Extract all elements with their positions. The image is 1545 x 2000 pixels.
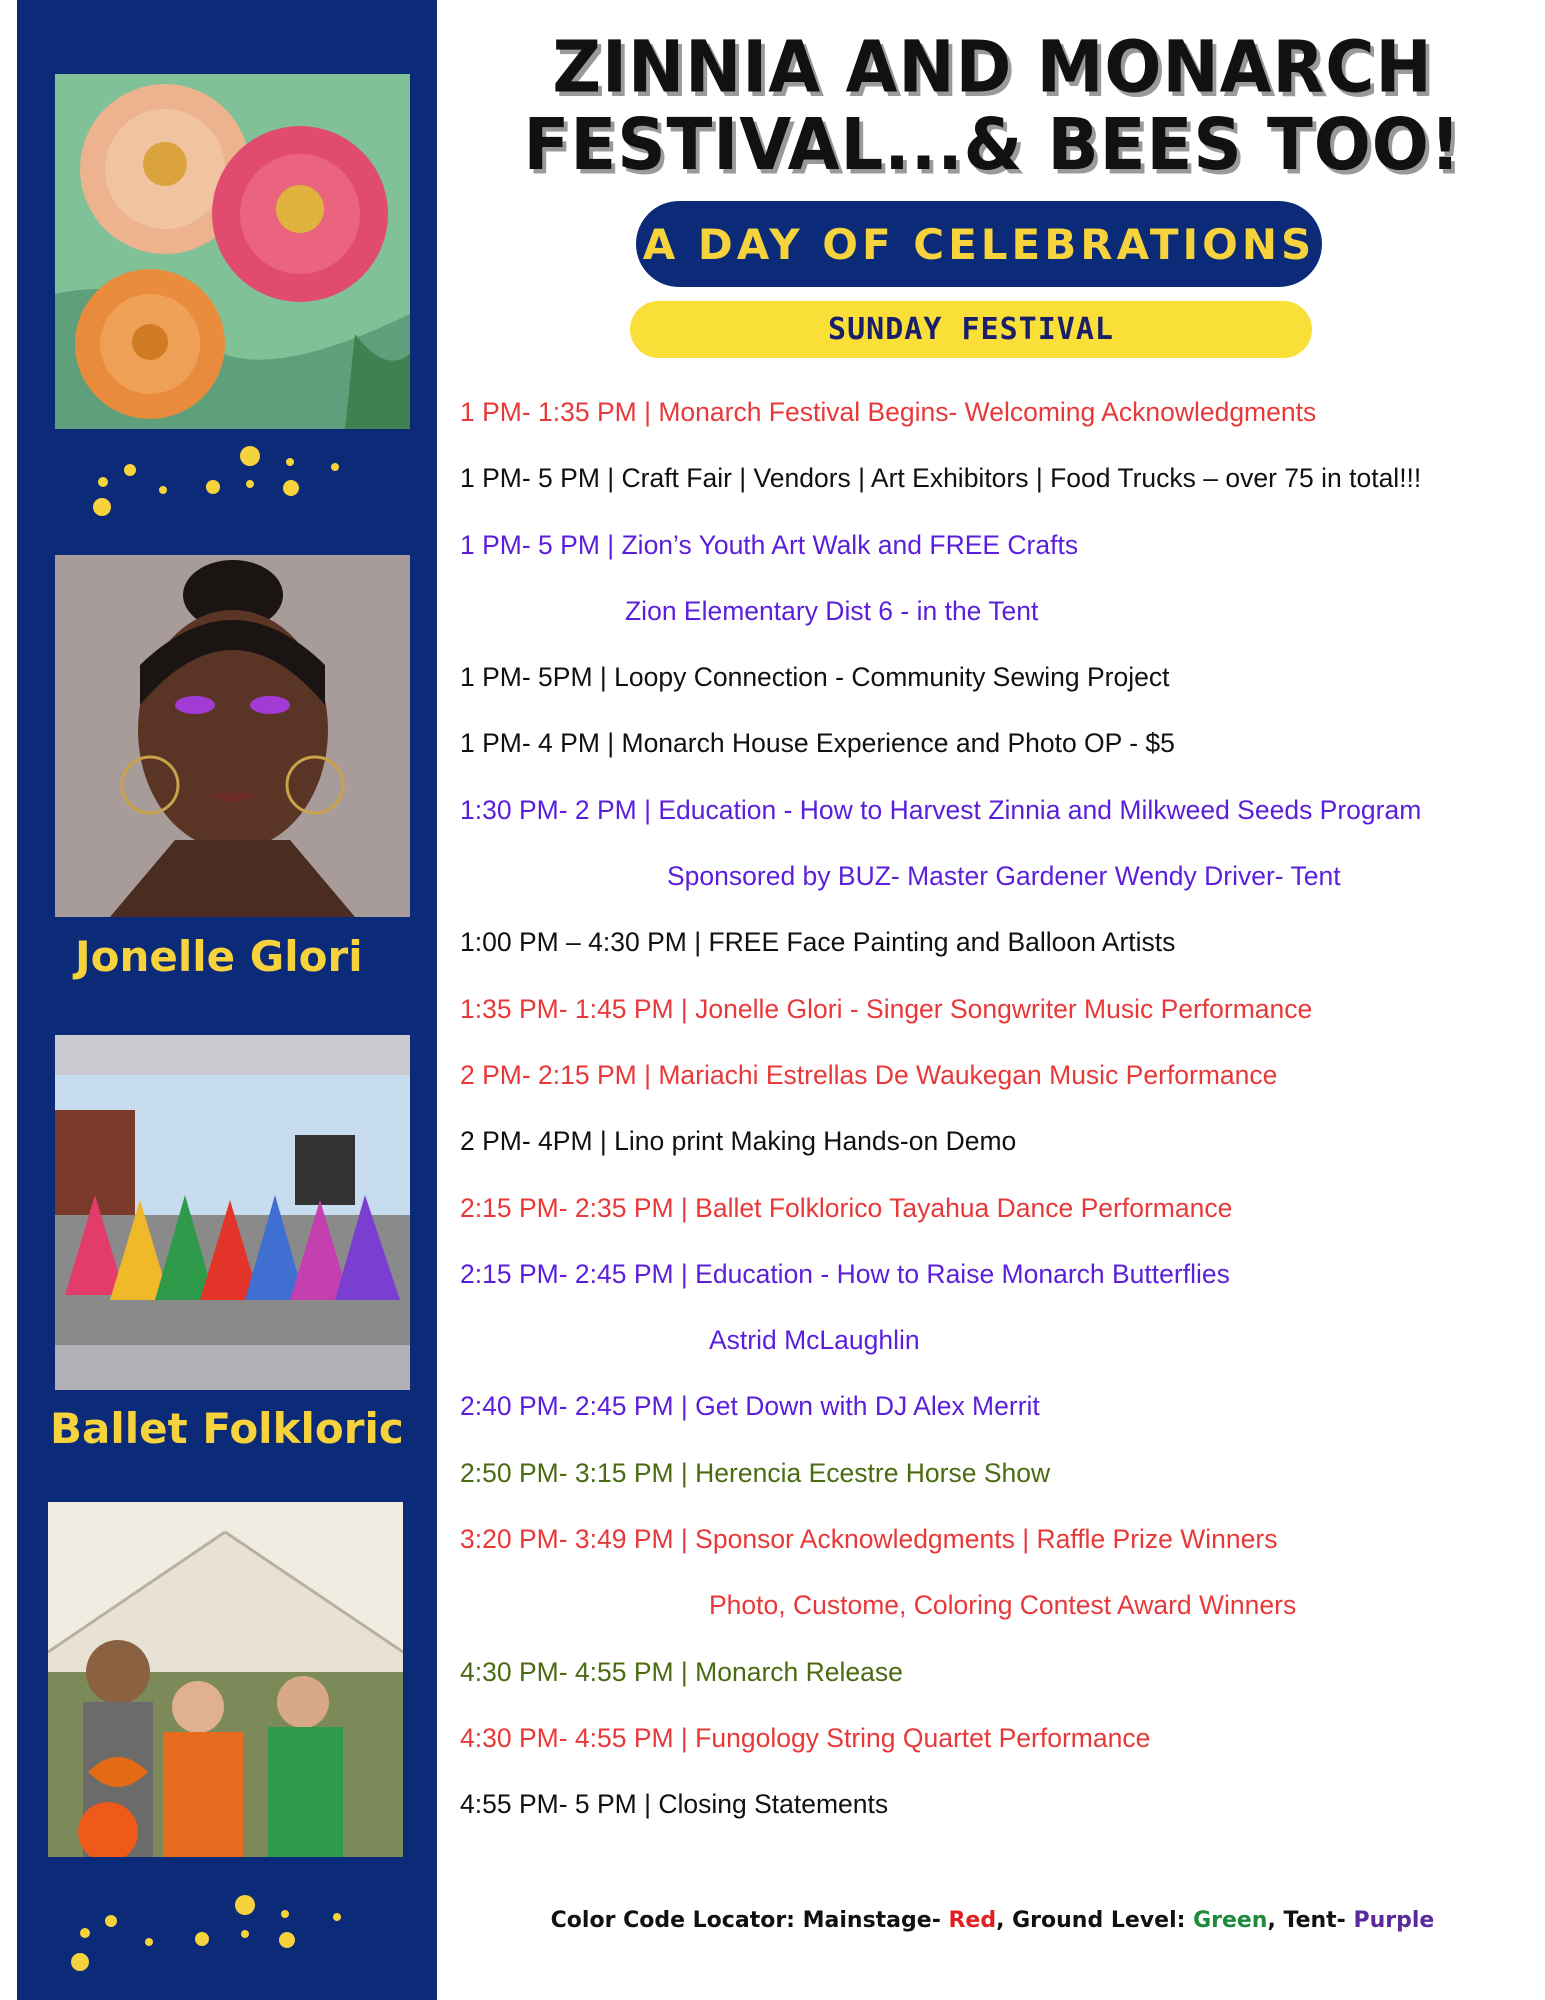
festival-title xyxy=(440,25,1545,187)
schedule-item: 2:40 PM- 2:45 PM | Get Down with DJ Alex Merrit xyxy=(460,1391,1040,1422)
schedule-item: Zion Elementary Dist 6 - in the Tent xyxy=(625,595,1039,626)
schedule-item: 2 PM- 4PM | Lino print Making Hands-on Demo xyxy=(460,1126,1017,1157)
schedule-item: 2 PM- 2:15 PM | Mariachi Estrellas De Waukegan Music Performance xyxy=(460,1059,1278,1090)
schedule-item: 4:55 PM- 5 PM | Closing Statements xyxy=(460,1789,889,1820)
schedule-item: 2:50 PM- 3:15 PM | Herencia Ecestre Horse Show xyxy=(460,1457,1051,1488)
schedule-item: Astrid McLaughlin xyxy=(709,1325,920,1356)
schedule-item: 4:30 PM- 4:55 PM | Fungology String Quartet Performance xyxy=(460,1722,1151,1753)
schedule-item: Sponsored by BUZ- Master Gardener Wendy Driver- Tent xyxy=(667,861,1341,892)
zinnia-painting-image xyxy=(55,74,410,429)
legend-prefix: Color Code Locator: Mainstage- xyxy=(550,1908,949,1933)
schedule-item: Photo, Custome, Coloring Contest Award Winners xyxy=(709,1590,1297,1621)
singer-portrait-image xyxy=(55,555,410,917)
schedule-item: 2:15 PM- 2:45 PM | Education - How to Raise Monarch Butterflies xyxy=(460,1258,1230,1289)
schedule-item: 1:30 PM- 2 PM | Education - How to Harvest Zinnia and Milkweed Seeds Program xyxy=(460,794,1422,825)
title-line-1: ZINNIA AND MONARCH xyxy=(552,25,1433,110)
legend-mid: , Ground Level: xyxy=(996,1908,1194,1933)
schedule-item: 1:35 PM- 1:45 PM | Jonelle Glori - Singer Songwriter Music Performance xyxy=(460,993,1313,1024)
singer-caption: Jonelle Glori xyxy=(75,932,363,981)
schedule-item: 3:20 PM- 3:49 PM | Sponsor Acknowledgments | Raffle Prize Winners xyxy=(460,1524,1278,1555)
schedule-item: 1 PM- 5 PM | Zion’s Youth Art Walk and FREE Crafts xyxy=(460,529,1079,560)
day-label-banner: SUNDAY FESTIVAL xyxy=(630,301,1312,358)
schedule-item: 1 PM- 4 PM | Monarch House Experience and Photo OP - $5 xyxy=(460,728,1175,759)
schedule-item: 1 PM- 5 PM | Craft Fair | Vendors | Art Exhibitors | Food Trucks – over 75 in total!!! xyxy=(460,463,1422,494)
butterfly-tent-image xyxy=(48,1502,403,1857)
color-code-legend xyxy=(440,1908,1545,1933)
yellow-dots-decoration xyxy=(85,440,355,520)
legend-red: Red xyxy=(948,1908,997,1933)
schedule-item: 2:15 PM- 2:35 PM | Ballet Folklorico Tayahua Dance Performance xyxy=(460,1192,1233,1223)
yellow-dots-decoration-bottom xyxy=(65,1888,355,1978)
schedule-item: 1:00 PM – 4:30 PM | FREE Face Painting and Balloon Artists xyxy=(460,927,1176,958)
title-line-2: FESTIVAL...& BEES TOO! xyxy=(523,102,1462,187)
dancers-caption: Ballet Folkloric xyxy=(50,1404,404,1453)
legend-mid2: , Tent- xyxy=(1267,1908,1354,1933)
folkloric-dancers-image xyxy=(55,1035,410,1390)
schedule-item: 1 PM- 5PM | Loopy Connection - Community Sewing Project xyxy=(460,662,1170,693)
subtitle-banner: A DAY OF CELEBRATIONS xyxy=(636,201,1322,287)
schedule-item: 4:30 PM- 4:55 PM | Monarch Release xyxy=(460,1656,903,1687)
schedule-item: 1 PM- 1:35 PM | Monarch Festival Begins- Welcoming Acknowledgments xyxy=(460,397,1317,427)
legend-purple: Purple xyxy=(1353,1908,1435,1933)
schedule-list xyxy=(460,392,1530,1851)
legend-green: Green xyxy=(1193,1908,1268,1933)
